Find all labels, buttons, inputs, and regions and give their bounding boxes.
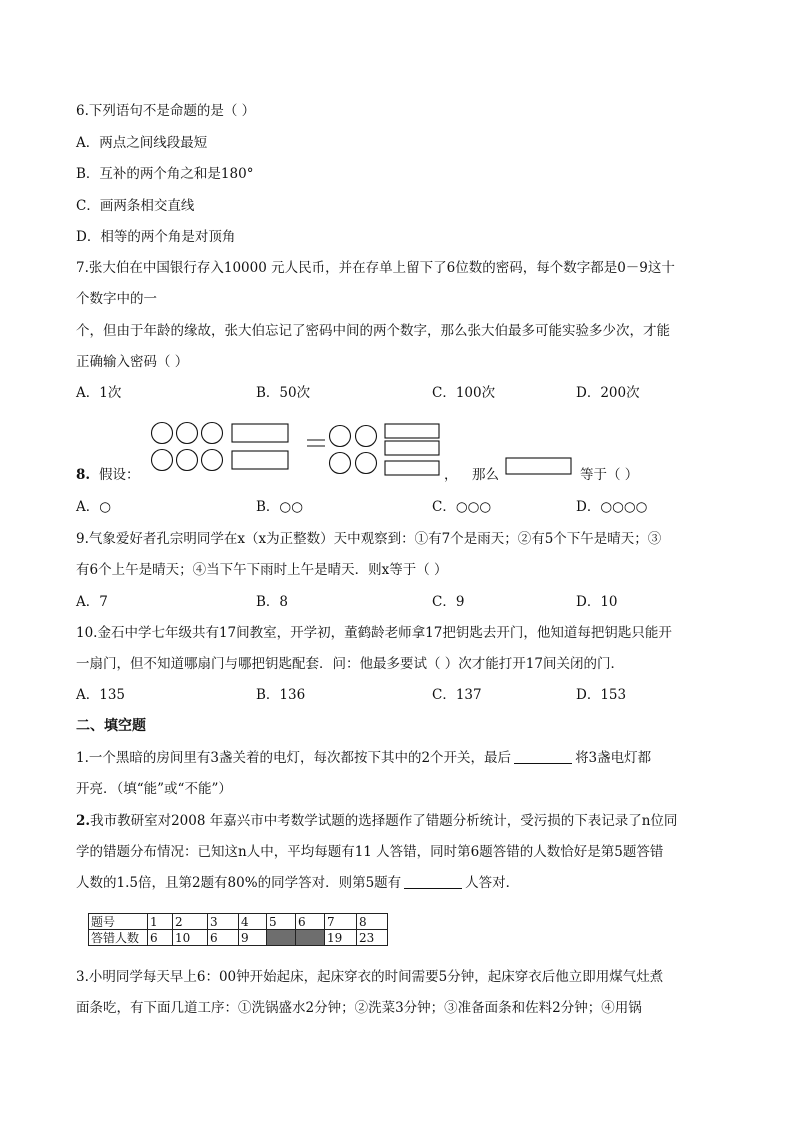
- figure-circle: [356, 453, 377, 474]
- q7-line-2: 个数字中的一: [76, 291, 157, 307]
- table-cell: 答错人数: [89, 930, 148, 946]
- table-cell: 3: [208, 914, 239, 930]
- figure-circle: [152, 450, 173, 471]
- q8-option-d: D．○○○○: [576, 499, 648, 515]
- f2-line-1: [76, 812, 677, 830]
- q9-option-b: B．8: [256, 594, 289, 610]
- table-cell: 19: [325, 930, 357, 946]
- table-cell: 7: [325, 914, 357, 930]
- q8-prefix: 假设：: [99, 467, 140, 483]
- table-cell: 23: [357, 930, 388, 946]
- figure-rectangle: [385, 441, 439, 455]
- f2-line-2: 学的错题分布情况：已知这n人中，平均每题有11 人答错，同时第6题答错的人数恰好是第5题答错: [76, 844, 664, 860]
- q7-option-c: C．100次: [432, 385, 496, 401]
- table-row: [89, 930, 388, 946]
- f3-line-2: 面条吃，有下面几道工序：①洗锅盛水2分钟；②洗菜3分钟；③准备面条和佐料2分钟；④用锅: [76, 1000, 642, 1016]
- figure-rectangle: [385, 461, 439, 475]
- table-cell: 6: [208, 930, 239, 946]
- f1-line-2: 开亮．（填“能”或“不能”）: [76, 781, 232, 797]
- f2-line-1-text: 我市教研室对2008 年嘉兴市中考数学试题的选择题作了错题分析统计，受污损的下表记录了n位同: [90, 813, 678, 829]
- f3-line-1: 3.小明同学每天早上6：00钟开始起床，起床穿衣的时间需要5分钟，起床穿衣后他立即用煤气灶煮: [76, 969, 664, 985]
- q10-line-1: 10.金石中学七年级共有17间教室，开学初，董鹤龄老师拿17把钥匙去开门，他知道每把钥匙只能开: [76, 625, 672, 641]
- q10-option-b: B．136: [256, 687, 306, 703]
- table-cell: 9: [239, 930, 267, 946]
- q6-option-c: C．画两条相交直线: [76, 198, 195, 214]
- section-heading: 二、填空题: [76, 718, 146, 734]
- q6-option-b: B．互补的两个角之和是180°: [76, 166, 254, 182]
- figure-rectangle: [232, 451, 288, 469]
- q10-option-a: A．135: [76, 687, 126, 703]
- q10-line-2: 一扇门，但不知道哪扇门与哪把钥匙配套．问：他最多要试（ ）次才能打开17间关闭的门．: [76, 656, 624, 672]
- q7-line-1: 7.张大伯在中国银行存入10000 元人民币，并在存单上留下了6位数的密码，每个数字都是0－9这十: [76, 260, 675, 276]
- table-row: [89, 914, 388, 930]
- q10-option-c: C．137: [432, 687, 482, 703]
- figure-rectangle: [385, 424, 439, 438]
- figure-rectangle: [232, 424, 288, 442]
- answer-blank[interactable]: [514, 749, 572, 764]
- q8-option-b: B．○○: [256, 499, 303, 515]
- q6-option-d: D．相等的两个角是对顶角: [76, 229, 236, 245]
- q7-option-d: D．200次: [576, 385, 640, 401]
- answer-rectangle: [506, 458, 571, 474]
- table-cell: 8: [357, 914, 388, 930]
- q8-number: 8.: [76, 467, 91, 483]
- figure-circle: [330, 426, 351, 447]
- q9-option-d: D．10: [576, 594, 618, 610]
- table-cell: 4: [239, 914, 267, 930]
- table-cell: 1: [148, 914, 173, 930]
- table-cell: 6: [296, 914, 325, 930]
- table-cell: 10: [173, 930, 208, 946]
- q8-figure: [0, 0, 794, 500]
- q8-equals: 等于（ ）: [580, 467, 639, 483]
- stained-cell: [296, 930, 325, 946]
- error-table: [88, 913, 388, 946]
- table-cell: 6: [148, 930, 173, 946]
- q6-option-a: A．两点之间线段最短: [76, 135, 208, 151]
- q6-stem: 6.下列语句不是命题的是（ ）: [76, 103, 256, 119]
- q10-option-d: D．153: [576, 687, 627, 703]
- q9-line-2: 有6个上午是晴天；④当下午下雨时上午是晴天．则x等于（ ）: [76, 562, 448, 578]
- q9-option-c: C．9: [432, 594, 465, 610]
- f1-line-1-text-a: 1.一个黑暗的房间里有3盏关着的电灯，每次都按下其中的2个开关，最后: [76, 750, 512, 766]
- q9-option-a: A．7: [76, 594, 108, 610]
- f2-number: 2.: [76, 813, 91, 829]
- q7-option-a: A．1次: [76, 385, 122, 401]
- table-cell: 题号: [89, 914, 148, 930]
- f1-line-1-text-b: 将3盏电灯都: [575, 750, 652, 766]
- q7-line-4: 正确输入密码（ ）: [76, 354, 189, 370]
- stained-cell: [267, 930, 296, 946]
- q8-option-a: A．○: [76, 499, 112, 515]
- figure-circle: [330, 453, 351, 474]
- answer-blank[interactable]: [404, 874, 462, 889]
- f2-line-3-text-a: 人数的1.5倍，且第2题有80%的同学答对．则第5题有: [76, 875, 402, 891]
- f1-line-1: [76, 749, 651, 767]
- figure-circle: [177, 423, 198, 444]
- q7-option-b: B．50次: [256, 385, 311, 401]
- f2-line-3-text-b: 人答对．: [465, 875, 520, 891]
- q8-then: 那么: [472, 467, 499, 483]
- q7-line-3: 个，但由于年龄的缘故，张大伯忘记了密码中间的两个数字，那么张大伯最多可能实验多少次，才能: [76, 323, 670, 339]
- figure-circle: [356, 426, 377, 447]
- figure-circle: [177, 450, 198, 471]
- f2-line-3: [76, 874, 519, 892]
- figure-circle: [202, 450, 223, 471]
- q9-line-1: 9.气象爱好者孔宗明同学在x（x为正整数）天中观察到：①有7个是雨天；②有5个下午是晴天；③: [76, 531, 662, 547]
- table-cell: 2: [173, 914, 208, 930]
- figure-circle: [202, 423, 223, 444]
- q8-comma: ，: [444, 467, 458, 483]
- table-cell: 5: [267, 914, 296, 930]
- figure-circle: [152, 423, 173, 444]
- q8-option-c: C．○○○: [432, 499, 492, 515]
